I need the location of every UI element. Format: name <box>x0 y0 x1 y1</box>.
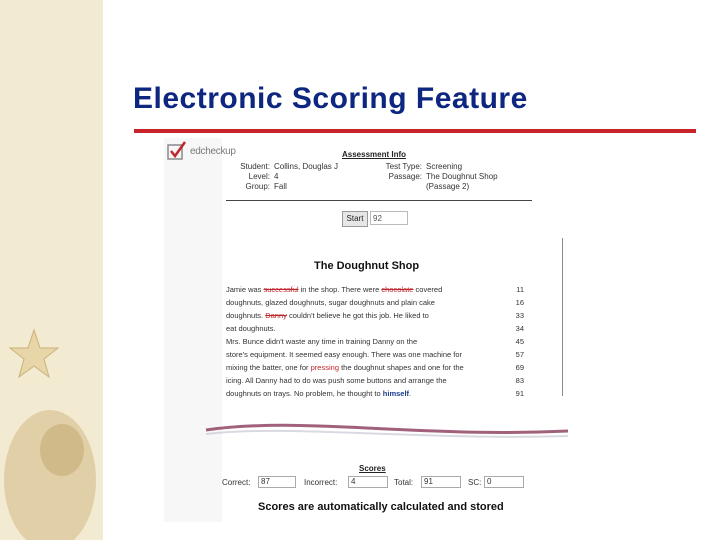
line-word-count: 33 <box>515 311 524 320</box>
passage-number: (Passage 2) <box>426 182 470 191</box>
group-label: Group: <box>245 182 270 191</box>
error-word[interactable]: successful <box>263 285 299 294</box>
title-underline <box>134 129 696 133</box>
group-value: Fall <box>274 182 287 191</box>
incorrect-field[interactable]: 4 <box>348 476 388 488</box>
correct-field[interactable]: 87 <box>258 476 296 488</box>
passage-line: doughnuts, glazed doughnuts, sugar doughnuts and plain cake <box>226 298 435 307</box>
level-label: Level: <box>248 172 270 181</box>
passage-value: The Doughnut Shop <box>426 172 498 181</box>
logo-text: edcheckup <box>190 146 236 157</box>
passage-label: Passage: <box>388 172 422 181</box>
passage-line: eat doughnuts. <box>226 324 276 333</box>
error-word[interactable]: chocolate <box>381 285 414 294</box>
student-value: Collins, Douglas J <box>274 162 339 171</box>
star-decoration-icon <box>0 300 103 540</box>
line-word-count: 83 <box>515 376 524 385</box>
level-value: 4 <box>274 172 279 181</box>
info-divider <box>226 200 532 201</box>
line-word-count: 16 <box>515 298 524 307</box>
scores-heading: Scores <box>359 464 386 473</box>
passage-line: store's equipment. It seemed easy enough. There was one machine for <box>226 350 463 359</box>
sc-field[interactable]: 0 <box>484 476 524 488</box>
correct-label: Correct: <box>222 478 251 487</box>
passage-line: doughnuts on trays. No problem, he thought to himself. <box>226 389 412 398</box>
student-label: Student: <box>240 162 270 171</box>
incorrect-label: Incorrect: <box>304 478 338 487</box>
test-type-label: Test Type: <box>385 162 422 171</box>
error-word[interactable]: Danny <box>265 311 287 320</box>
passage-right-border <box>562 238 563 396</box>
line-word-count: 69 <box>515 363 524 372</box>
self-correct-word[interactable]: himself <box>382 389 410 398</box>
screenshot-left-edge <box>164 138 222 522</box>
line-word-count: 91 <box>515 389 524 398</box>
passage-line: doughnuts. Danny couldn't believe he got this job. He liked to <box>226 311 429 320</box>
line-word-count: 11 <box>516 285 524 294</box>
line-word-count: 45 <box>515 337 524 346</box>
line-word-count: 34 <box>515 324 524 333</box>
torn-edge-divider <box>202 418 572 442</box>
test-type-value: Screening <box>426 162 463 171</box>
sc-label: SC: <box>468 478 482 487</box>
passage-line: Mrs. Bunce didn't waste any time in training Danny on the <box>226 337 418 346</box>
passage-line: icing. All Danny had to do was push some buttons and arrange the <box>226 376 447 385</box>
start-button[interactable]: Start <box>342 211 368 227</box>
total-label: Total: <box>394 478 414 487</box>
slide-title: Electronic Scoring Feature <box>133 82 528 115</box>
assessment-info-heading: Assessment Info <box>342 150 407 159</box>
inserted-word[interactable]: pressing <box>310 363 339 372</box>
passage-title: The Doughnut Shop <box>314 260 420 272</box>
passage-line: Jamie was successful in the shop. There were chocolate covered <box>226 285 443 294</box>
scores-caption: Scores are automatically calculated and stored <box>258 501 504 513</box>
start-word-input[interactable]: 92 <box>370 211 408 225</box>
passage-line: mixing the batter, one for pressing the doughnut shapes and one for the <box>226 363 464 372</box>
checkbox-logo-icon <box>166 140 188 162</box>
edcheckup-logo <box>166 138 256 162</box>
sidebar-decoration <box>0 0 103 540</box>
total-field[interactable]: 91 <box>421 476 461 488</box>
screenshot-panel <box>164 138 642 522</box>
line-word-count: 57 <box>515 350 524 359</box>
